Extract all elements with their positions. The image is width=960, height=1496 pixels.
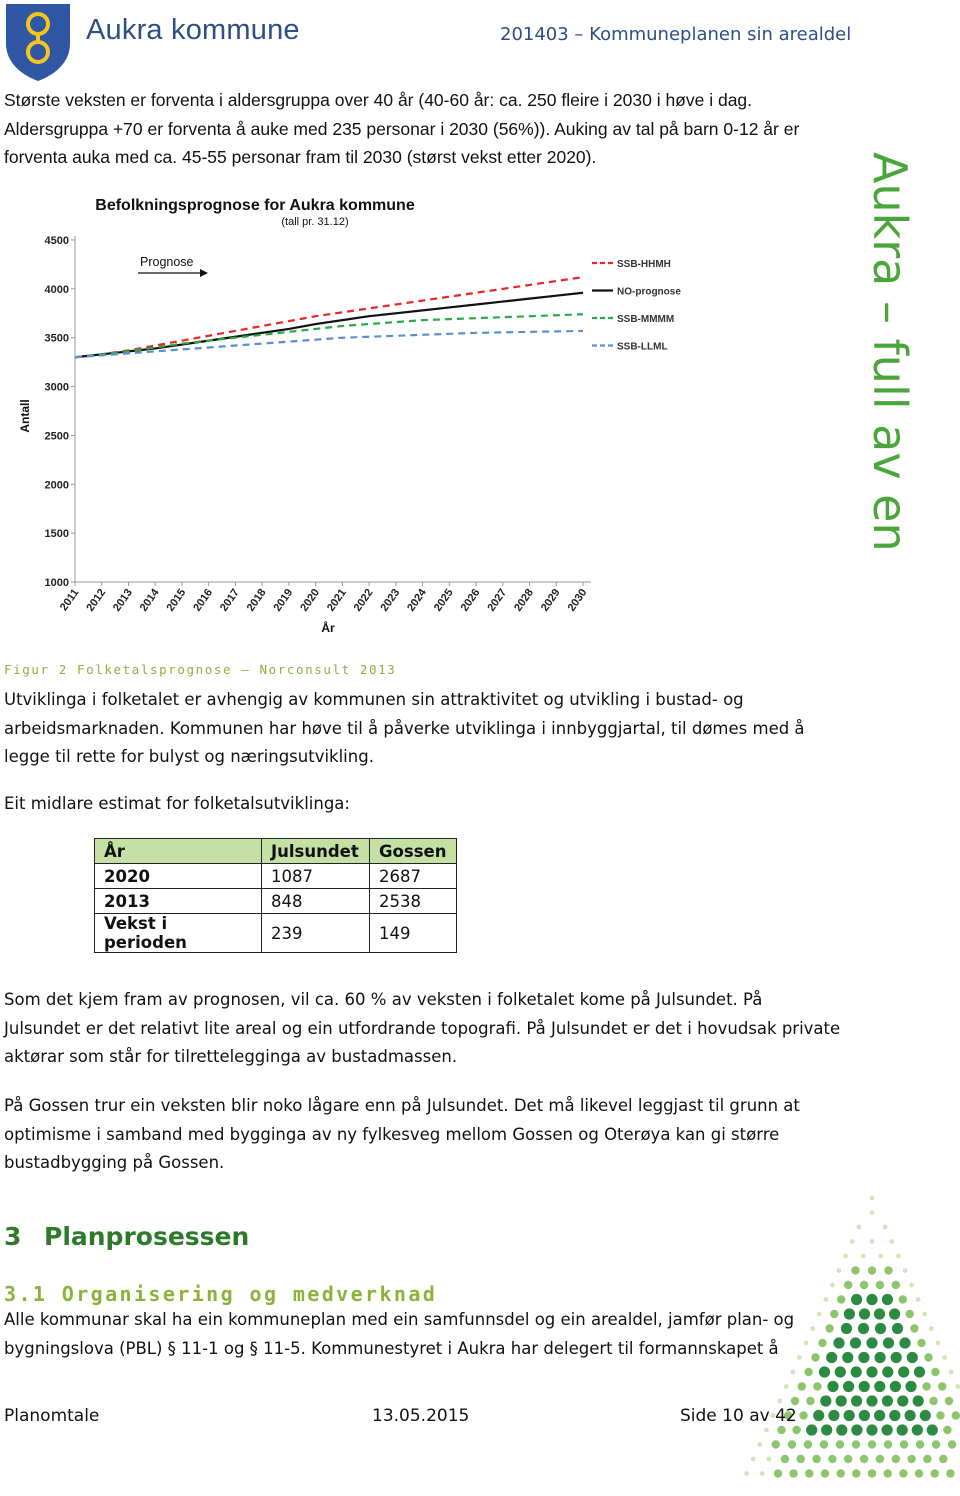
x-tick-label: 2015	[164, 586, 189, 614]
table-cell: Vekst i perioden	[95, 914, 262, 953]
org-name: Aukra kommune	[86, 14, 300, 46]
decorative-dot	[837, 1295, 845, 1303]
decorative-dot	[915, 1469, 923, 1477]
slogan-text: Aukra – full av energi	[863, 152, 917, 550]
subsection-heading: 3.1 Organisering og medverknad	[4, 1282, 438, 1306]
decorative-dot	[788, 1440, 796, 1448]
decorative-dot	[936, 1411, 944, 1419]
decorative-dot	[868, 1440, 876, 1448]
chart-svg	[10, 186, 710, 646]
x-tick-label: 2028	[512, 586, 536, 614]
decorative-dot	[833, 1337, 844, 1348]
decorative-dot	[810, 1326, 815, 1331]
decorative-dot	[859, 1381, 870, 1392]
decorative-dot	[835, 1366, 846, 1377]
decorative-dot	[837, 1268, 842, 1273]
decorative-dot	[891, 1352, 902, 1363]
x-tick-label: 2027	[485, 586, 510, 614]
decorative-dot	[852, 1469, 860, 1477]
decorative-dot	[860, 1455, 868, 1463]
x-tick-label: 2018	[244, 586, 269, 614]
decorative-dot	[942, 1355, 947, 1360]
decorative-dot	[851, 1366, 862, 1377]
decorative-dot	[899, 1337, 910, 1348]
decorative-dot	[844, 1308, 855, 1319]
decorative-dot	[874, 1308, 885, 1319]
decorative-dot	[764, 1428, 769, 1433]
decorative-dot	[866, 1294, 877, 1305]
decorative-dot	[912, 1424, 923, 1435]
decorative-dot	[892, 1323, 903, 1334]
decorative-dot	[907, 1352, 918, 1363]
decorative-dot	[931, 1368, 939, 1376]
decorative-dot	[860, 1281, 868, 1289]
decorative-dot	[936, 1341, 941, 1346]
table-header: År	[95, 839, 262, 864]
table-row	[95, 889, 457, 914]
y-tick-label: 1000	[44, 577, 69, 589]
section-title: Planprosessen	[44, 1222, 250, 1251]
x-tick-label: 2022	[351, 586, 376, 614]
decorative-dot	[830, 1310, 838, 1318]
decorative-dot	[945, 1397, 953, 1405]
decorative-dot	[859, 1410, 870, 1421]
paragraph-gossen: På Gossen trur ein veksten blir noko lågare enn på Julsundet. Det må likevel leggjast til grunn at optimisme i samband med bygginga av ny fylkesveg mellom Gossen og Oterøya kan gi større bustadbygging på Gossen.	[4, 1096, 800, 1172]
decorative-dot	[929, 1397, 937, 1405]
x-tick-label: 2019	[271, 586, 296, 614]
decorative-dot	[874, 1410, 885, 1421]
decorative-dot	[797, 1455, 805, 1463]
decorative-dot	[851, 1294, 862, 1305]
decorative-dot	[892, 1455, 900, 1463]
decorative-dot	[866, 1337, 877, 1348]
decorative-dot	[859, 1308, 870, 1319]
legend-label: SSB-MMMM	[617, 314, 675, 325]
decorative-dot	[866, 1395, 877, 1406]
decorative-dot	[798, 1382, 806, 1390]
x-tick-label: 2030	[565, 586, 590, 614]
decorative-dot	[948, 1440, 956, 1448]
decorative-dot	[922, 1312, 927, 1317]
decorative-dot	[797, 1355, 802, 1360]
decorative-dot	[856, 1225, 861, 1230]
decorative-dot	[882, 1424, 893, 1435]
decorative-dot	[875, 1352, 886, 1363]
prognose-label: Prognose	[140, 255, 194, 269]
table-cell: 2013	[95, 889, 262, 914]
decorative-dot	[889, 1410, 900, 1421]
x-tick-label: 2029	[538, 586, 563, 614]
x-tick-label: 2012	[84, 586, 109, 614]
decorative-dot	[883, 1337, 894, 1348]
legend-label: SSB-LLML	[617, 341, 668, 353]
decorative-dot	[949, 1370, 954, 1375]
decorative-dot	[931, 1469, 939, 1477]
decorative-dot	[905, 1410, 916, 1421]
decorative-dot	[792, 1426, 800, 1434]
table-header-row	[95, 839, 457, 864]
decorative-dot	[806, 1424, 817, 1435]
slogan-vertical	[846, 150, 958, 550]
decorative-dot	[784, 1384, 789, 1389]
table-cell: 1087	[262, 864, 370, 889]
decorative-dot	[884, 1440, 892, 1448]
decorative-dot	[757, 1442, 762, 1447]
decorative-dot	[823, 1297, 828, 1302]
estimate-table	[94, 838, 457, 953]
table-cell: 848	[262, 889, 370, 914]
y-tick-label: 3500	[44, 332, 69, 345]
decorative-dot	[767, 1457, 772, 1462]
decorative-dot	[896, 1254, 901, 1259]
decorative-dot	[813, 1382, 821, 1390]
decorative-dot	[927, 1424, 938, 1435]
chart-lines	[75, 277, 583, 357]
decorative-dot	[889, 1308, 900, 1319]
y-tick-label: 3000	[44, 381, 69, 394]
decorative-dot	[913, 1395, 924, 1406]
y-axis-label: Antall	[18, 399, 32, 433]
figure-caption: Figur 2 Folketalsprognose – Norconsult 2013	[4, 662, 397, 677]
decorative-dot	[909, 1283, 914, 1288]
decorative-dot	[837, 1469, 845, 1477]
decorative-dot	[868, 1469, 876, 1477]
x-tick-label: 2017	[218, 586, 242, 614]
footer-date: 13.05.2015	[372, 1406, 470, 1426]
paragraph-estimate-intro: Eit midlare estimat for folketalsutviklinga:	[4, 794, 350, 813]
decorative-dot	[866, 1366, 877, 1377]
decorative-dot	[897, 1395, 908, 1406]
decorative-dot	[876, 1281, 884, 1289]
decorative-dot	[828, 1455, 836, 1463]
decorative-dot-pattern	[720, 1190, 960, 1492]
decorative-dot	[772, 1440, 780, 1448]
decorative-dot	[744, 1471, 749, 1476]
decorative-dot	[900, 1440, 908, 1448]
decorative-dot	[916, 1297, 921, 1302]
decorative-dot	[946, 1469, 954, 1477]
chart-ticks	[45, 235, 590, 614]
table-cell: 2687	[370, 864, 457, 889]
decorative-dot	[892, 1281, 900, 1289]
decorative-dot	[923, 1455, 931, 1463]
decorative-dot	[932, 1440, 940, 1448]
decorative-dot	[861, 1254, 866, 1259]
decorative-dot	[878, 1254, 883, 1259]
table-header: Gossen	[370, 839, 457, 864]
decorative-dot	[774, 1469, 782, 1477]
decorative-dot	[826, 1352, 837, 1363]
x-tick-label: 2011	[57, 586, 82, 614]
y-tick-label: 4000	[44, 283, 69, 296]
decorative-dot	[804, 1368, 812, 1376]
table-cell: 239	[262, 914, 370, 953]
footer-label: Planomtale	[4, 1406, 100, 1426]
section-number: 3	[4, 1222, 22, 1251]
y-tick-label: 2000	[44, 479, 69, 492]
decorative-dot	[806, 1397, 814, 1405]
decorative-dot	[760, 1471, 765, 1476]
decorative-dot	[836, 1395, 847, 1406]
decorative-dot	[805, 1469, 813, 1477]
x-tick-label: 2021	[324, 586, 349, 614]
decorative-dot	[866, 1424, 877, 1435]
decorative-dot	[922, 1382, 930, 1390]
decorative-dot	[955, 1384, 960, 1389]
decorative-dot	[819, 1366, 830, 1377]
decorative-dot	[851, 1424, 862, 1435]
table-row	[95, 914, 457, 953]
prognose-arrow-head	[200, 269, 208, 277]
document-title: 201403 – Kommuneplanen sin arealdel	[500, 24, 852, 45]
table-cell: 2538	[370, 889, 457, 914]
decorative-dot	[952, 1411, 960, 1419]
intro-paragraph: Største veksten er forventa i aldersgruppa over 40 år (40-60 år: ca. 250 fleire i 2030 i høve i dag. Aldersgruppa +70 er forventa å auke med 235 personar i 2030 (56%)). Auking av tal på barn 0-12 år er forventa auka med ca. 45-55 personar fram til 2030 (størst vekst etter 2020).	[4, 90, 800, 167]
decorative-dot	[820, 1395, 831, 1406]
decorative-dot	[789, 1469, 797, 1477]
decorative-dot	[882, 1395, 893, 1406]
decorative-dot	[828, 1410, 839, 1421]
decorative-dot	[852, 1440, 860, 1448]
x-tick-label: 2025	[431, 586, 456, 614]
decorative-dot	[907, 1455, 915, 1463]
decorative-dot	[804, 1440, 812, 1448]
decorative-dot	[858, 1352, 869, 1363]
x-tick-label: 2024	[405, 586, 430, 614]
decorative-dot	[897, 1424, 908, 1435]
series-line	[75, 331, 583, 357]
decorative-dot	[870, 1210, 875, 1215]
chart-title: Befolkningsprognose for Aukra kommune	[95, 197, 415, 214]
decorative-dot	[882, 1294, 893, 1305]
chart-annotation	[138, 255, 208, 277]
decorative-dot	[813, 1410, 824, 1421]
decorative-dot	[851, 1266, 859, 1274]
x-tick-label: 2013	[111, 586, 135, 614]
decorative-dot	[917, 1339, 925, 1347]
decorative-dot	[875, 1323, 886, 1334]
decorative-dot	[825, 1324, 833, 1332]
decorative-dot	[821, 1424, 832, 1435]
decorative-dot	[858, 1323, 869, 1334]
decorative-dot	[920, 1410, 931, 1421]
decorative-dot	[777, 1426, 785, 1434]
population-chart	[10, 186, 710, 646]
decorative-dot	[889, 1239, 894, 1244]
decorative-dot	[876, 1455, 884, 1463]
decorative-dot	[842, 1352, 853, 1363]
x-tick-label: 2016	[191, 586, 216, 614]
decorative-dot	[844, 1455, 852, 1463]
x-tick-label: 2020	[298, 586, 323, 614]
decorative-dot	[751, 1457, 756, 1462]
decorative-dot	[899, 1295, 907, 1303]
decorative-dot	[883, 1225, 888, 1230]
decorative-dot	[804, 1341, 809, 1346]
table-row	[95, 864, 457, 889]
decorative-dot	[943, 1426, 951, 1434]
decorative-dot	[836, 1424, 847, 1435]
decorative-dot	[903, 1268, 908, 1273]
decorative-dot	[818, 1339, 826, 1347]
section-heading	[4, 1222, 249, 1251]
decorative-dot	[844, 1281, 852, 1289]
decorative-dot	[851, 1395, 862, 1406]
decorative-dot	[850, 1337, 861, 1348]
y-tick-label: 4500	[44, 235, 69, 247]
decorative-dot	[827, 1381, 838, 1392]
decorative-dot	[884, 1266, 892, 1274]
decorative-dot	[791, 1397, 799, 1405]
decorative-dot	[905, 1381, 916, 1392]
decorative-dot	[811, 1353, 819, 1361]
decorative-dot	[906, 1310, 914, 1318]
decorative-dot	[916, 1440, 924, 1448]
decorative-dot	[890, 1381, 901, 1392]
decorative-dot	[914, 1366, 925, 1377]
y-tick-label: 2500	[44, 430, 69, 443]
legend-label: NO-prognose	[617, 286, 681, 298]
paragraph-julsundet: Som det kjem fram av prognosen, vil ca. 60 % av veksten i folketalet kome på Julsundet. På Julsundet er det relativt lite areal og ein utfordrande topografi. På Julsundet er det i hovudsak private aktørar som står for tilrettelegginga av bustadmassen.	[4, 990, 841, 1066]
decorative-dot	[874, 1381, 885, 1392]
x-tick-label: 2026	[458, 586, 483, 614]
decorative-dot	[799, 1411, 807, 1419]
table-cell: 149	[370, 914, 457, 953]
decorative-dot	[850, 1239, 855, 1244]
decorative-dot	[830, 1283, 835, 1288]
decorative-dot	[870, 1239, 875, 1244]
decorative-dot	[836, 1440, 844, 1448]
decorative-dot	[817, 1312, 822, 1317]
decorative-dot	[777, 1399, 782, 1404]
decorative-dot	[843, 1254, 848, 1259]
x-tick-label: 2023	[378, 586, 403, 614]
paragraph-organisation: Alle kommunar skal ha ein kommuneplan med ein samfunnsdel og ein arealdel, jamfør plan- og bygningslova (PBL) § 11-1 og § 11-5. Kommunestyret i Aukra har delegert til formannskapet å	[4, 1310, 795, 1358]
table-header: Julsundet	[262, 839, 370, 864]
decorative-dot	[939, 1455, 947, 1463]
decorative-dot	[938, 1382, 946, 1390]
decorative-dot	[841, 1323, 852, 1334]
decorative-dot	[843, 1381, 854, 1392]
decorative-dot	[844, 1410, 855, 1421]
decorative-dot	[781, 1455, 789, 1463]
decorative-dot	[790, 1370, 795, 1375]
decorative-dot	[820, 1440, 828, 1448]
decorative-dot	[821, 1469, 829, 1477]
decorative-dot	[812, 1455, 820, 1463]
decorative-dot	[924, 1353, 932, 1361]
y-tick-label: 1500	[44, 528, 69, 541]
chart-subtitle: (tall pr. 31.12)	[281, 216, 349, 228]
decorative-dot	[929, 1326, 934, 1331]
chart-legend	[592, 259, 681, 353]
decorative-dot	[868, 1266, 876, 1274]
table-cell: 2020	[95, 864, 262, 889]
municipality-logo	[4, 2, 72, 82]
decorative-dot	[898, 1366, 909, 1377]
decorative-dot	[870, 1196, 875, 1201]
paragraph-development: Utviklinga i folketalet er avhengig av kommunen sin attraktivitet og utvikling i bustad- og arbeidsmarknaden. Kommunen har høve til å påverke utviklinga i innbyggjartal, til dømes med å legge til rette for bulyst og næringsutvikling.	[4, 690, 805, 766]
decorative-dot	[882, 1366, 893, 1377]
x-tick-label: 2014	[137, 586, 162, 614]
decorative-dot	[899, 1469, 907, 1477]
legend-label: SSB-HHMH	[617, 259, 671, 270]
footer-page-number: Side 10 av 42	[680, 1406, 797, 1426]
decorative-dot	[884, 1469, 892, 1477]
decorative-dot	[910, 1324, 918, 1332]
x-axis-label: År	[321, 621, 335, 635]
